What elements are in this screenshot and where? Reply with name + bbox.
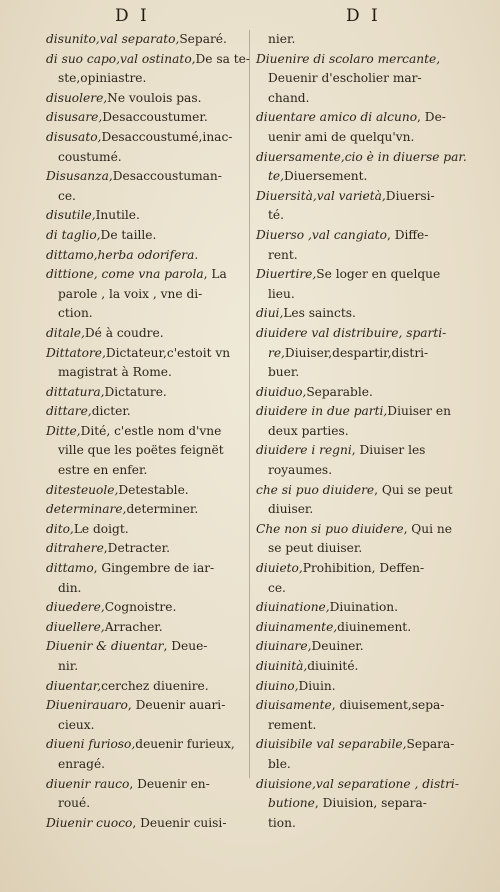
definition: Separable. — [306, 384, 373, 399]
entry-line — [46, 50, 251, 70]
headword: diuidere i regni — [256, 443, 352, 458]
entry-line — [256, 559, 462, 579]
definition: Dictateur,c'estoit vn — [105, 345, 231, 360]
entry-line — [46, 69, 246, 89]
entry-line — [46, 206, 246, 226]
entry-line — [46, 265, 246, 285]
entry-line — [256, 520, 462, 540]
headword: diueni furioso, — [46, 737, 136, 752]
entry-line — [256, 637, 462, 657]
headword: diuisamente — [256, 698, 332, 713]
definition: , Deuenir cuisi- — [132, 815, 227, 830]
entry-line — [46, 304, 246, 324]
definition: , Deuenir auari- — [127, 698, 226, 713]
headword: Diuenir & diuentar — [46, 639, 164, 654]
definition: Inutile. — [95, 208, 140, 223]
entry-line — [256, 89, 462, 109]
headword: diuidere in due parti, — [256, 404, 388, 419]
headword: Diuenire di scolaro mercante, — [256, 51, 441, 66]
headword: diuieto, — [256, 561, 303, 576]
entry-line — [46, 716, 246, 736]
definition: Diuersi- — [385, 188, 435, 203]
definition: enragé. — [58, 756, 106, 771]
headword: te, — [268, 169, 284, 184]
definition: cerchez diuenire. — [101, 678, 209, 693]
entry-line — [256, 148, 467, 168]
entry-line — [256, 285, 462, 305]
definition: Diuiser,despartir,distri- — [284, 345, 429, 360]
headword: dittamo,herba odorifera. — [46, 247, 199, 262]
headword: Che non si puo diuidere — [256, 521, 404, 536]
headword: disuolere, — [46, 90, 108, 105]
headword: dittare, — [46, 404, 92, 419]
entry-line — [256, 344, 462, 364]
entry-line — [256, 128, 462, 148]
entry-line — [256, 775, 462, 795]
definition: ste,opiniastre. — [58, 71, 147, 86]
headword: che si puo diuidere — [256, 482, 375, 497]
headword: dito, — [46, 521, 74, 536]
headword: Ditte, — [46, 423, 81, 438]
definition: Diuination. — [329, 600, 399, 615]
headword: ditrahere — [46, 541, 104, 556]
entry-line — [256, 402, 462, 422]
entry-line — [256, 422, 462, 442]
definition: De taille. — [100, 227, 157, 242]
definition: nier. — [268, 32, 296, 46]
definition: din. — [58, 580, 82, 595]
definition: Desaccoustuman- — [112, 169, 222, 184]
entry-line — [256, 246, 462, 266]
entry-line — [46, 148, 246, 168]
headword: diuentare amico di alcuno — [256, 110, 418, 125]
entry-line — [256, 363, 462, 383]
definition: , Diuision, separa- — [314, 796, 427, 811]
entry-line — [46, 246, 246, 266]
entry-line — [256, 794, 462, 814]
entry-line — [46, 324, 246, 344]
entry-line — [46, 500, 246, 520]
entry-line — [46, 441, 246, 461]
definition: rement. — [268, 717, 317, 732]
entry-line — [46, 167, 246, 187]
headword: di taglio, — [46, 227, 101, 242]
entry-line — [256, 481, 462, 501]
right-column — [256, 30, 467, 833]
headword: Diuertire, — [256, 267, 317, 282]
entry-line — [46, 461, 246, 481]
entry-line — [46, 677, 246, 697]
headword: diuisibile val separabile, — [256, 737, 407, 752]
headword: diuinatione, — [256, 600, 330, 615]
entry-line — [46, 598, 246, 618]
entry-line — [256, 539, 462, 559]
entry-line — [256, 657, 462, 677]
entry-line — [46, 285, 246, 305]
entry-line — [256, 500, 462, 520]
definition: ce. — [268, 580, 286, 595]
headword: dittamo — [46, 561, 94, 576]
running-header — [0, 6, 500, 28]
definition: , Qui ne — [403, 521, 452, 536]
entry-line — [256, 324, 462, 344]
headword: diuentar, — [46, 678, 102, 693]
entry-line — [46, 89, 246, 109]
entry-line — [256, 677, 462, 697]
entry-line — [256, 696, 462, 716]
definition: Arracher. — [104, 619, 163, 634]
definition: coustumé. — [58, 149, 122, 164]
definition: chand. — [268, 90, 310, 105]
entry-line — [46, 696, 246, 716]
entry-line — [256, 167, 462, 187]
definition: Dictature. — [104, 384, 167, 399]
definition: parole , la voix , vne di- — [58, 286, 203, 301]
definition: diuinité. — [307, 659, 359, 673]
definition: , Qui se peut — [374, 482, 453, 497]
definition: , diuisement,sepa- — [331, 698, 445, 713]
definition: , Deue- — [163, 639, 208, 654]
headword: diui, — [256, 306, 284, 321]
headword: diuidere val distribuire, sparti- — [256, 325, 447, 340]
definition: dicter. — [91, 404, 131, 419]
headword: diuisione,val separatione , distri- — [256, 776, 459, 791]
entry-line — [46, 559, 246, 579]
definition: rent. — [268, 247, 298, 262]
definition: De sa te- — [195, 51, 251, 66]
definition: , Diffe- — [386, 227, 429, 242]
definition: deux parties. — [268, 423, 349, 438]
entry-line — [46, 520, 246, 540]
entry-line — [46, 481, 246, 501]
headword: diuino, — [256, 678, 299, 693]
definition: , Deuenir en- — [129, 776, 210, 791]
entry-line — [46, 618, 246, 638]
entry-line — [46, 755, 246, 775]
entry-line — [46, 579, 246, 599]
definition: Separa- — [406, 737, 455, 752]
header-right: D I — [346, 6, 381, 26]
definition: estre en enfer. — [58, 463, 148, 478]
headword: dittione, come vna parola — [46, 267, 204, 282]
column-divider — [249, 30, 250, 778]
definition: diuinement. — [337, 619, 412, 634]
entry-line — [256, 716, 462, 736]
definition: se peut diuiser. — [268, 541, 363, 556]
headword: di suo capo,val ostinato, — [46, 51, 196, 66]
definition: Detestable. — [118, 482, 189, 497]
definition: Diuersement. — [283, 169, 368, 184]
entry-line — [46, 814, 246, 834]
entry-line — [46, 383, 246, 403]
headword: diuenir rauco — [46, 776, 130, 791]
headword: re, — [268, 345, 285, 360]
entry-line — [256, 30, 462, 50]
headword: disusare, — [46, 110, 103, 125]
definition: , Diuiser les — [351, 443, 426, 458]
definition: Separé. — [179, 32, 227, 46]
headword: diuersamente,cio è in diuerse par. — [256, 149, 467, 164]
left-column — [46, 30, 251, 833]
entry-line — [256, 69, 462, 89]
definition: lieu. — [268, 286, 295, 301]
headword: Diuenir cuoco — [46, 815, 133, 830]
definition: ce. — [58, 188, 76, 203]
headword: ditesteuole, — [46, 482, 119, 497]
entry-line — [256, 441, 462, 461]
entry-line — [256, 187, 462, 207]
headword: butione — [268, 796, 315, 811]
entry-line — [256, 814, 462, 834]
entry-line — [256, 206, 462, 226]
entry-line — [46, 422, 246, 442]
entry-line — [46, 735, 246, 755]
definition: roué. — [58, 796, 91, 811]
headword: Diuenirauaro — [46, 698, 128, 713]
entry-line — [46, 775, 246, 795]
definition: Les saincts. — [283, 306, 356, 321]
definition: , Gingembre de iar- — [93, 561, 215, 576]
entry-line — [46, 30, 246, 50]
entry-line — [46, 344, 246, 364]
definition: nir. — [58, 659, 79, 673]
entry-line — [256, 265, 462, 285]
entry-line — [46, 402, 246, 422]
definition: Le doigt. — [73, 521, 129, 536]
headword: diuinare, — [256, 639, 312, 654]
definition: ,Detracter. — [103, 541, 170, 556]
definition: deuenir furieux, — [135, 737, 235, 752]
headword: Diuerso ,val cangiato — [256, 227, 387, 242]
headword: diuedere, — [46, 600, 105, 615]
definition: ble. — [268, 756, 291, 771]
entry-line — [256, 618, 462, 638]
headword: Diuersità,val varietà, — [256, 188, 386, 203]
entry-line — [256, 461, 462, 481]
definition: Cognoistre. — [104, 600, 177, 615]
definition: buer. — [268, 365, 300, 380]
entry-line — [256, 598, 462, 618]
headword: disunito,val separato, — [46, 32, 180, 46]
entry-line — [46, 187, 246, 207]
entry-line — [46, 128, 246, 148]
entry-line — [46, 637, 246, 657]
headword: determinare, — [46, 502, 127, 517]
definition: Deuiner. — [311, 639, 364, 654]
headword: disusato, — [46, 129, 102, 144]
entry-line — [256, 226, 462, 246]
headword: diuiduo, — [256, 384, 307, 399]
headword: diuellere, — [46, 619, 105, 634]
entry-line — [256, 735, 462, 755]
header-left: D I — [115, 6, 150, 26]
entry-line — [46, 108, 246, 128]
definition: Diuiser en — [387, 404, 451, 419]
entry-line — [46, 794, 246, 814]
definition: cieux. — [58, 717, 95, 732]
definition: ville que les poëtes feignët — [58, 443, 224, 458]
definition: royaumes. — [268, 463, 333, 478]
entry-line — [256, 50, 462, 70]
definition: Desaccoustumé,inac- — [101, 129, 233, 144]
entry-line — [256, 755, 462, 775]
definition: Desaccoustumer. — [102, 110, 208, 125]
headword: Disusanza, — [46, 169, 113, 184]
entry-line — [46, 657, 246, 677]
definition: diuiser. — [268, 502, 314, 517]
headword: diuinità, — [256, 659, 308, 673]
definition: , La — [203, 267, 227, 282]
definition: Prohibition, Deffen- — [302, 561, 425, 576]
entry-line — [256, 383, 462, 403]
definition: té. — [268, 208, 284, 223]
definition: Se loger en quelque — [316, 267, 441, 282]
entry-line — [46, 539, 246, 559]
entry-line — [256, 579, 462, 599]
definition: Dé à coudre. — [84, 325, 164, 340]
headword: diuinamente, — [256, 619, 338, 634]
definition: Diuin. — [298, 678, 336, 693]
entry-line — [256, 304, 462, 324]
headword: ditale, — [46, 325, 85, 340]
entry-line — [256, 108, 462, 128]
definition: Ne voulois pas. — [107, 90, 202, 105]
definition: uenir ami de quelqu'vn. — [268, 129, 415, 144]
definition: tion. — [268, 815, 296, 830]
definition: Dité, c'estle nom d'vne — [80, 423, 222, 438]
definition: determiner. — [126, 502, 199, 517]
headword: Dittatore, — [46, 345, 106, 360]
headword: disutile, — [46, 208, 96, 223]
definition: , De- — [417, 110, 446, 125]
entry-line — [46, 363, 246, 383]
definition: ction. — [58, 306, 93, 321]
definition: Deuenir d'escholier mar- — [268, 71, 422, 86]
headword: dittatura, — [46, 384, 105, 399]
entry-line — [46, 226, 246, 246]
definition: magistrat à Rome. — [58, 365, 172, 380]
